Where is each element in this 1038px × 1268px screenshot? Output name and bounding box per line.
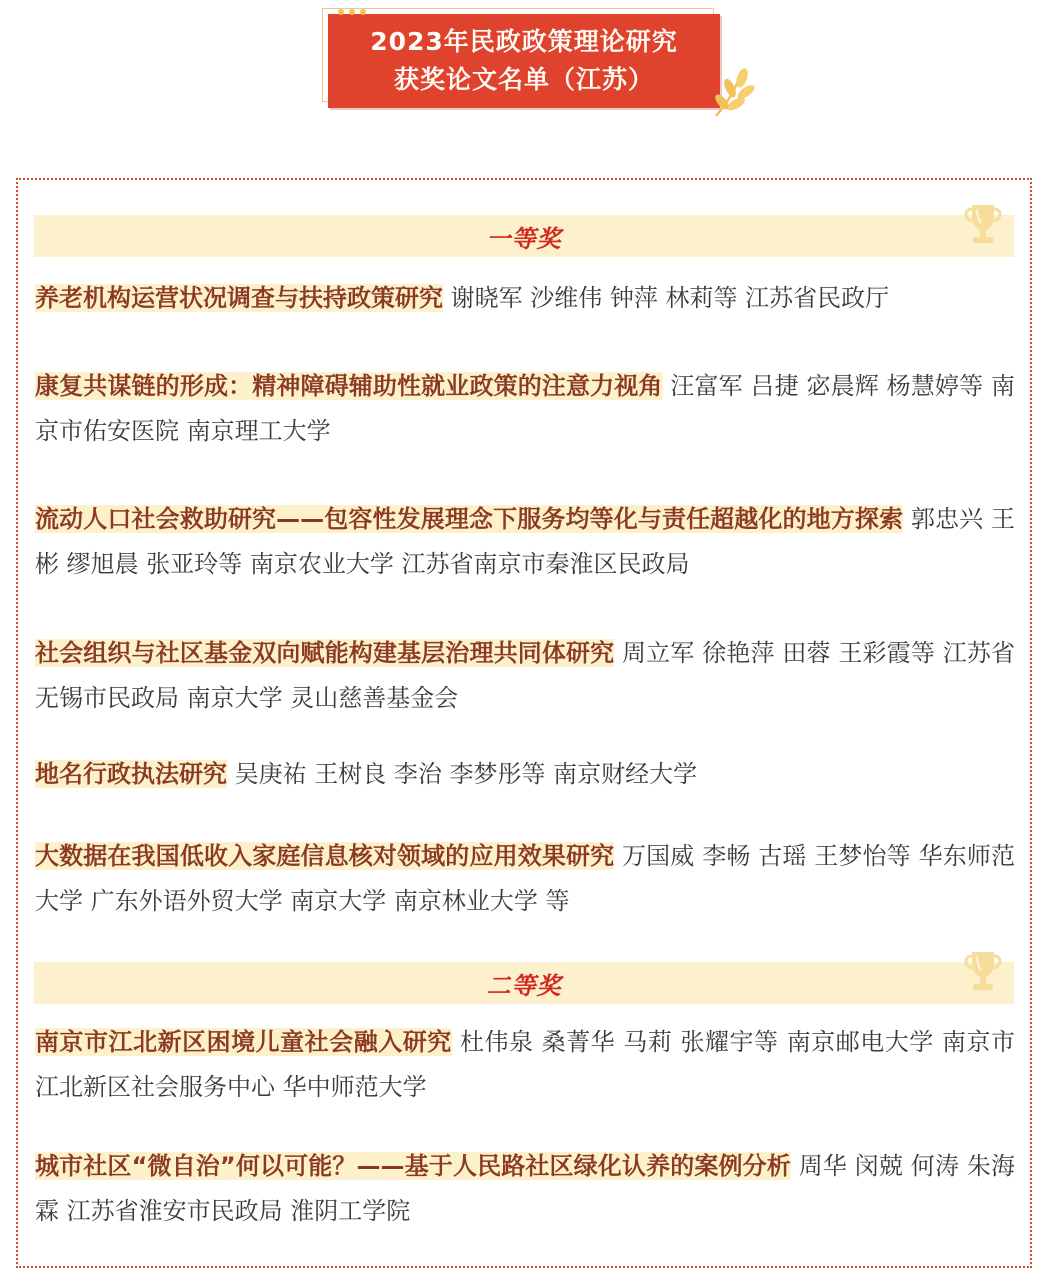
trophy-icon bbox=[958, 199, 1008, 249]
award-entry bbox=[35, 497, 1015, 587]
award-entry bbox=[35, 752, 1015, 797]
paper-title: 大数据在我国低收入家庭信息核对领域的应用效果研究 bbox=[35, 842, 615, 870]
paper-title: 养老机构运营状况调查与扶持政策研究 bbox=[35, 284, 443, 312]
paper-details: 万国威 李畅 古瑶 王梦怡等 华东师范大学 广东外语外贸大学 南京大学 南京林业大学 等 bbox=[35, 842, 1015, 915]
prize-label: 一等奖 bbox=[486, 224, 562, 253]
prize-bar-first bbox=[34, 215, 1014, 257]
trophy-icon bbox=[958, 946, 1008, 996]
title-dots bbox=[338, 9, 366, 15]
award-entry bbox=[35, 1020, 1015, 1110]
paper-details: 谢晓军 沙维伟 钟萍 林莉等 江苏省民政厅 bbox=[450, 284, 890, 312]
paper-title: 城市社区“微自治”何以可能？——基于人民路社区绿化认养的案例分析 bbox=[35, 1152, 791, 1180]
paper-details: 周华 闵兢 何涛 朱海霖 江苏省淮安市民政局 淮阴工学院 bbox=[35, 1152, 1015, 1225]
paper-details: 汪富军 吕捷 宓晨辉 杨慧婷等 南京市佑安医院 南京理工大学 bbox=[35, 372, 1015, 445]
award-entry bbox=[35, 364, 1015, 454]
paper-title: 南京市江北新区困境儿童社会融入研究 bbox=[35, 1028, 452, 1056]
paper-details: 吴庚祐 王树良 李治 李梦彤等 南京财经大学 bbox=[234, 760, 698, 788]
banner-line-2: 获奖论文名单（江苏） bbox=[393, 65, 654, 94]
paper-title: 流动人口社会救助研究——包容性发展理念下服务均等化与责任超越化的地方探索 bbox=[35, 505, 904, 533]
title-banner bbox=[322, 8, 720, 108]
award-entry bbox=[35, 834, 1015, 924]
wheat-leaf-icon bbox=[708, 64, 756, 120]
paper-title: 地名行政执法研究 bbox=[35, 760, 227, 788]
paper-details: 郭忠兴 王彬 缪旭晨 张亚玲等 南京农业大学 江苏省南京市秦淮区民政局 bbox=[35, 505, 1015, 578]
award-entry bbox=[35, 631, 1015, 721]
award-entry bbox=[35, 1144, 1015, 1234]
paper-title: 康复共谋链的形成：精神障碍辅助性就业政策的注意力视角 bbox=[35, 372, 663, 400]
paper-details: 周立军 徐艳萍 田蓉 王彩霞等 江苏省无锡市民政局 南京大学 灵山慈善基金会 bbox=[35, 639, 1015, 712]
prize-bar-second bbox=[34, 962, 1014, 1004]
banner-line-1: 2023年民政政策理论研究 bbox=[370, 27, 678, 56]
title-box bbox=[328, 14, 720, 108]
award-entry bbox=[35, 276, 1015, 321]
paper-title: 社会组织与社区基金双向赋能构建基层治理共同体研究 bbox=[35, 639, 615, 667]
paper-details: 杜伟泉 桑菁华 马莉 张耀宇等 南京邮电大学 南京市江北新区社会服务中心 华中师范大学 bbox=[35, 1028, 1015, 1101]
prize-label: 二等奖 bbox=[486, 971, 562, 1000]
